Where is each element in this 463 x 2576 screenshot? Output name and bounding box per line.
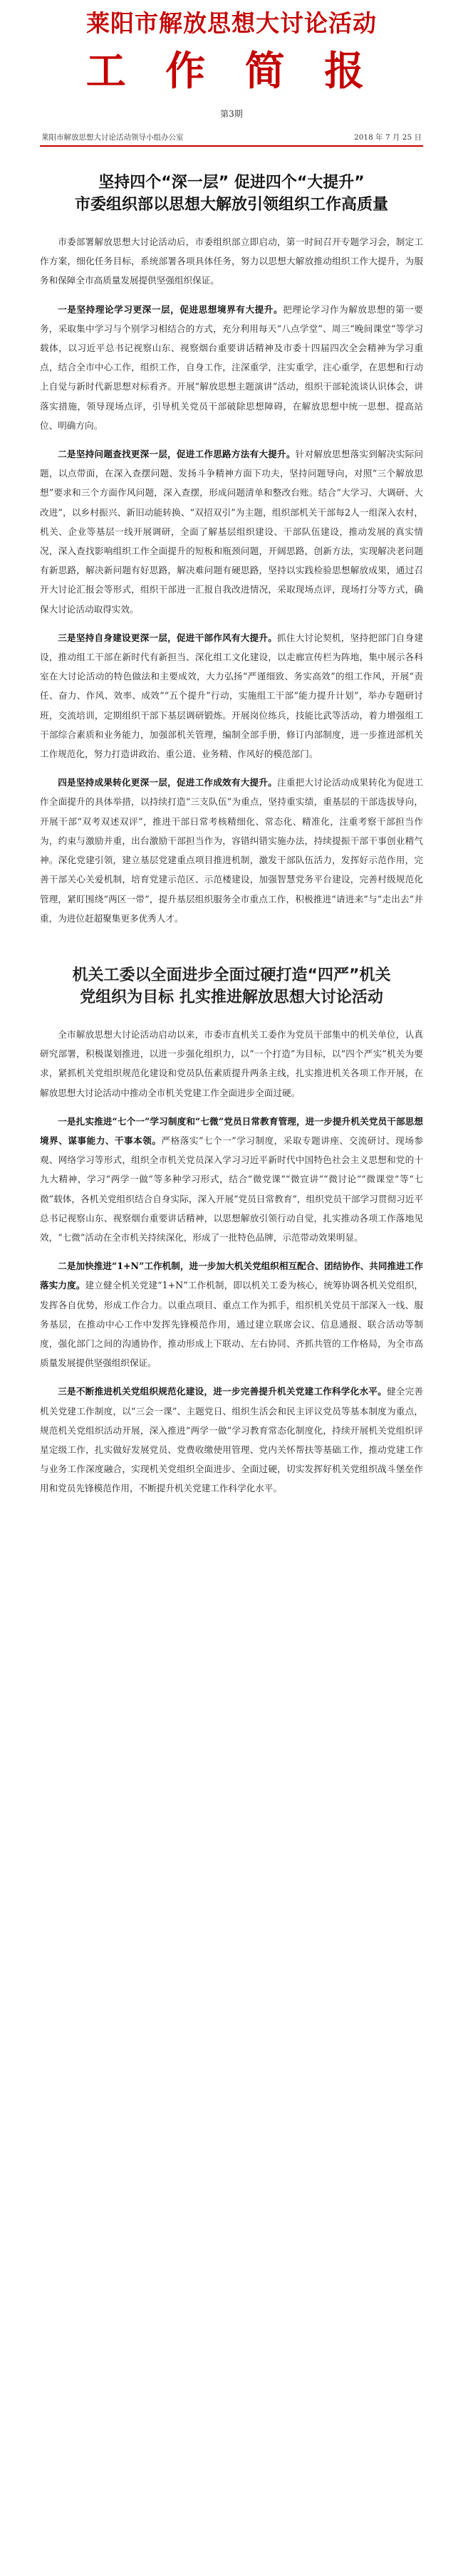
article-organization-department (40, 172, 423, 928)
article2-paragraph (40, 1256, 423, 1372)
article2-subtitle: 党组织为目标 扎实推进解放思想大讨论活动 (80, 988, 383, 1006)
bulletin-subtitle: 工 作 简 报 (85, 48, 378, 95)
article2-paragraph-lead: 二是加快推进“1+N”工作机制，进一步加大机关党组织相互配合、团结协作、共同推进工作落实力度。 (40, 1261, 423, 1291)
article2-paragraph (40, 1112, 423, 1247)
article2-paragraph-text: 健全完善机关党建工作制度，以“三会一课”、主题党日、组织生活会和民主评议党员等基本制度为重点，规范机关党组织活动开展，深入推进“两学一做”学习教育常态化制度化，持续开展机关党组织评星定级工作，扎实做好发展党员、党费收缴使用管理、党内关怀帮扶等基础工作，推动党建工作与业务工作深度融合，实现机关党组织全面进步、全面过硬，切实发挥好机关党组织战斗堡垒作用和党员先锋模范作用，不断提升机关党建工作科学化水平。 (40, 1386, 424, 1494)
article1-paragraph-text: 抓住大讨论契机，坚持把部门自身建设，推动组工干部在新时代有新担当、深化组工文化建设，以走廊宣传栏为阵地，集中展示各科室在大讨论活动的特色做法和主要成效，大力弘扬“严谨细致、务实高效”的组工作风，开展“责任、奋力、作风、效率、成效”“五个提升”行动，实施组工干部“能力提升计划”，举办专题研讨班，交流培训，定期组织干部下基层调研锻炼。开展岗位练兵，技能比武等活动，着力增强组工干部综合素质和业务能力，加强部机关管理，编制全部手册，修订内部制度，进一步推进部机关工作规范化，努力打造讲政治、重公道、业务精、作风好的模范部门。 (40, 632, 424, 760)
article1-paragraph-text: 针对解放思想落实到解决实际问题，以点带面，在深入查摆问题、发扬斗争精神方面下功夫，坚持问题导向，对照“三个解放思想”要求和三个方面作风问题，深入查摆，形成问题清单和整改台账。结合“大学习、大调研、大改进”，以乡村振兴、新旧动能转换、“双招双引”为主题，组织部机关干部每2人一组深入农村，机关、企业等基层一线开展调研，全面了解基层组织建设、干部队伍建设，推动发展的真实情况，深入查找影响组织工作全面提升的短板和瓶颈问题，开阔思路，创新方法，实现解决老问题有新思路，解决新问题有好思路，解决难问题有硬思路，坚持以实践检验思想解放成果，通过召开大讨论汇报会等形式，组织干部进一汇报自我改进情况，采取现场点评，现场打分等方式，确保大讨论活动取得实效。 (40, 449, 424, 615)
article2-paragraph-text: 严格落实“七个一”学习制度，采取专题讲座、交流研讨、现场参观、网络学习等形式，组织全市机关党员深入学习习近平新时代中国特色社会主义思想和党的十九大精神，学习“两学一做”等多种学习形式，结合“微党课”“微宣讲”“微讨论”“微课堂”等“七微”载体，各机关党组织结合自身实际，深入开展“党员日常教育”，组织党员干部学习贯彻习近平总书记视察山东、视察烟台重要讲话精神，以思想解放引领行动自觉，扎实推动各项工作落地见效，“七微”活动在全市机关持续深化，形成了一批特色品牌，示范带动效果明显。 (40, 1135, 423, 1243)
article2-paragraph (40, 1025, 423, 1102)
article2-paragraph-lead: 三是不断推进机关党组织规范化建设，进一步完善提升机关党建工作科学化水平。 (58, 1386, 387, 1397)
bulletin-title: 莱阳市解放思想大讨论活动 (86, 9, 377, 37)
article1-subtitle: 市委组织部以思想大解放引领组织工作高质量 (74, 196, 388, 214)
article2-paragraph-lead: 一是扎实推进“七个一”学习制度和“七微”党员日常教育管理，进一步提升机关党员干部思想境界、谋事能力、干事本领。 (40, 1115, 423, 1146)
article1-paragraph-text: 把理论学习作为解放思想的第一要务，采取集中学习与个别学习相结合的方式，充分利用每天“八点学堂”、周三“晚间课堂”等学习载体，以习近平总书记视察山东、视察烟台重要讲话精神及市委十四届四次全会精神为学习重点，结合全市中心工作，组织工作，自身工作，注深重学，注实重学，注心重学，在思想和行动上自觉与新时代新思想对标看齐。开展“解放思想主题演讲”活动，组织干部轮流谈认识体会，讲落实措施，领导现场点评，引导机关党员干部破除思想障碍，在解放思想中统一思想、提高站位、明确方向。 (40, 303, 424, 431)
article1-paragraph-lead: 三是坚持自身建设更深一层，促进干部作风有大提升。 (58, 632, 278, 643)
article2-title: 机关工委以全面进步全面过硬打造“四严”机关 (72, 966, 391, 984)
article1-paragraph (40, 300, 423, 435)
article1-paragraph-lead: 二是坚持问题查找更深一层，促进工作思路方法有大提升。 (58, 449, 296, 460)
red-divider (40, 145, 423, 147)
article1-paragraph (40, 444, 423, 619)
article2-paragraph-text: 全市解放思想大讨论活动启动以来，市委市直机关工委作为党员干部集中的机关单位，认真研究部署，积极谋划推进，以进一步强化组织力，以“一个打造”为目标，以“四个严实”机关为要求，紧抓机关党组织规范化建设和党员队伍素质提升两条主线，扎实推进机关各项工作开展，在解放思想大讨论活动中推动全市机关党建工作全面进步全面过硬。 (40, 1028, 423, 1098)
issue-number: 第3期 (220, 109, 243, 119)
article1-paragraph-text: 注重把大讨论活动成果转化为促进工作全面提升的具体举措，以持续打造“三支队伍”为重点，坚持重实绩，重基层的干部选拔导向，开展干部“双考双述双评”，推进干部日常考核精细化、常态化、精准化，注重考察干部担当作为，约束与激励并重，出台激励干部担当作为，容错纠错实施办法，持续提振干部干事创业精气神。深化党建引领，建立基层党建重点项目推进机制，激发干部队伍活力，发挥好示范作用，完善干部关心关爱机制，培育党建示范区、示范楼建设，加强智慧党务平台建设，完善村级规范化管理，紧盯围绕“两区一带”，提升基层组织服务全市重点工作，积极推进“请进来”与“走出去”并重，为进位赶超聚集更多优秀人才。 (40, 777, 424, 924)
section-gap (40, 937, 423, 964)
article1-paragraph (40, 628, 423, 763)
meta-row (40, 132, 423, 145)
article1-title: 坚持四个“深一层” 促进四个“大提升” (98, 174, 365, 192)
article1-paragraph-lead: 一是坚持理论学习更深一层，促进思想境界有大提升。 (58, 303, 283, 315)
article-party-work-committee (40, 964, 423, 1498)
article2-paragraph-text: 建立健全机关党建“1+N”工作机制，即以机关工委为核心，统筹协调各机关党组织，发挥各自优势，形成工作合力。以重点项目、重点工作为抓手，组织机关党员干部深入一线、服务基层，在推动中心工作中发挥先锋模范作用，通过建立联席会议、信息通报、联合活动等制度，强化部门之间的沟通协作，推动形成上下联动、左右协同、齐抓共管的工作格局，为全市高质量发展提供坚强组织保证。 (40, 1280, 423, 1369)
article1-paragraph-text: 市委部署解放思想大讨论活动后，市委组织部立即启动，第一时间召开专题学习会，制定工作方案，细化任务目标，系统部署各项具体任务，努力以思想大解放推动组织工作大提升，为服务和保障全市高质量发展提供坚强组织保证。 (40, 236, 423, 286)
issue-date: 2018 年 7 月 25 日 (354, 133, 422, 142)
article1-paragraph (40, 773, 423, 928)
article1-paragraph-lead: 四是坚持成果转化更深一层，促进工作成效有大提升。 (58, 777, 278, 788)
article2-paragraph (40, 1382, 423, 1498)
article1-paragraph (40, 232, 423, 291)
issuing-office: 莱阳市解放思想大讨论活动领导小组办公室 (41, 133, 184, 142)
